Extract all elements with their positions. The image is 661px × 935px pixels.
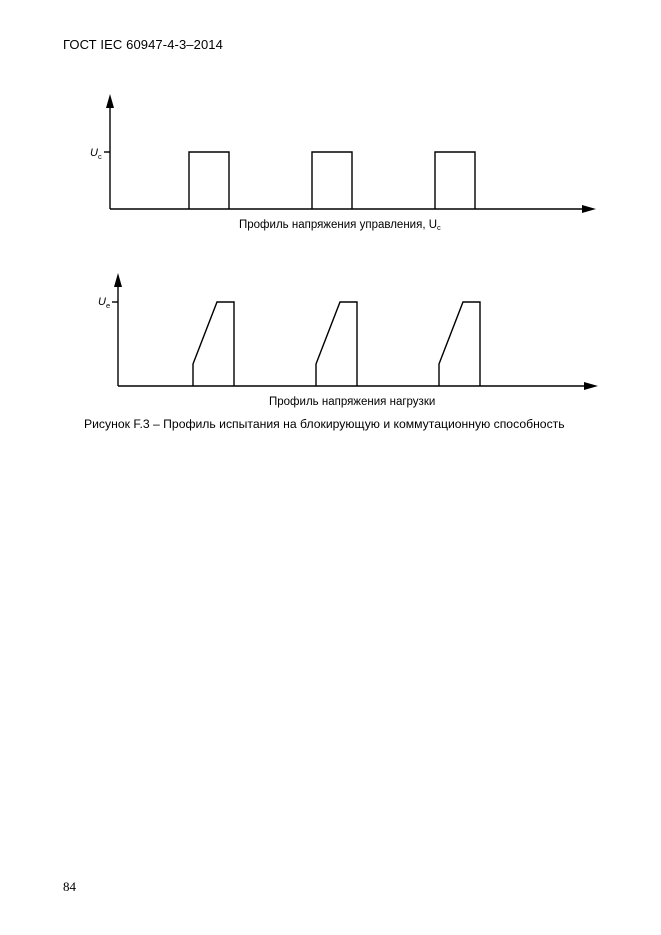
top-x-axis-label: Профиль напряжения управления, Uc <box>239 219 441 232</box>
document-header: ГОСТ IEC 60947-4-3–2014 <box>63 37 223 52</box>
load-voltage-chart <box>112 273 598 390</box>
figure-caption: Рисунок F.3 – Профиль испытания на блокирующую и коммутационную способность <box>84 417 565 431</box>
bottom-x-axis-arrow <box>584 382 598 390</box>
bottom-x-axis-label: Профиль напряжения нагрузки <box>269 396 436 408</box>
control-pulse-3 <box>435 152 475 209</box>
page-number: 84 <box>63 879 76 894</box>
bottom-y-axis-arrow <box>114 273 122 287</box>
control-pulse-1 <box>189 152 229 209</box>
top-x-axis-arrow <box>582 205 596 213</box>
control-voltage-chart <box>104 94 596 213</box>
top-y-axis-arrow <box>106 94 114 108</box>
control-pulse-2 <box>312 152 352 209</box>
top-y-tick-label: $U_c$ <box>90 147 102 161</box>
load-pulse-3 <box>439 302 480 386</box>
load-pulse-1 <box>193 302 234 386</box>
load-pulse-2 <box>316 302 357 386</box>
bottom-y-tick-label: $U_e$ <box>98 296 111 310</box>
